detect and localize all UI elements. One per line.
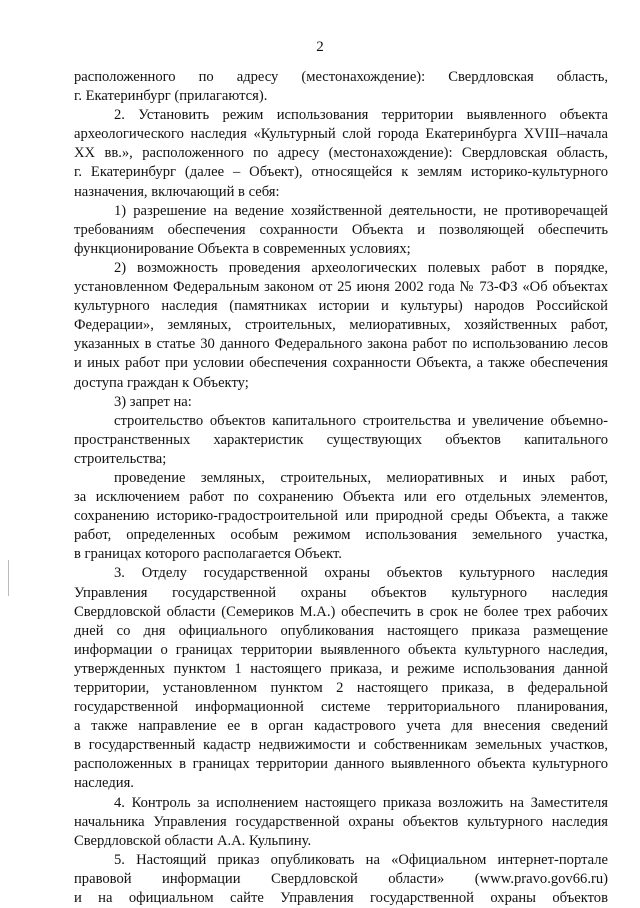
text-line: сохранению историко-градостроительной или природной среды Объекта, а также bbox=[74, 508, 608, 525]
text-line: требованиям обеспечения сохранности Объекта и позволяющей обеспечить bbox=[74, 221, 608, 238]
text-line: дней со дня официального опубликования настоящего приказа размещение bbox=[74, 622, 608, 639]
text-line: в границах которого располагается Объект. bbox=[74, 546, 342, 563]
text-line: утвержденных пунктом 1 настоящего приказа, и режиме использования данной bbox=[74, 660, 608, 677]
text-line: культурного наследия (памятниках истории и культуры) народов Российской bbox=[74, 298, 608, 315]
text-line: информации о границах территории выявленного объекта культурного наследия, bbox=[74, 641, 608, 658]
text-line: 2. Установить режим использования территории выявленного объекта bbox=[114, 107, 608, 124]
text-line: доступа граждан к Объекту; bbox=[74, 374, 249, 391]
text-line: 4. Контроль за исполнением настоящего приказа возложить на Заместителя bbox=[114, 794, 608, 811]
text-line: Свердловской области А.А. Кульпину. bbox=[74, 832, 312, 849]
text-line: работ, определенных особым режимом использования земельного участка, bbox=[74, 527, 608, 544]
text-line: территории, установленном пунктом 2 настоящего приказа, в федеральной bbox=[74, 680, 608, 696]
text-line: начальника Управления государственной охраны объектов культурного наследия bbox=[74, 813, 608, 830]
text-line: за исключением работ по сохранению Объекта или его отдельных элементов, bbox=[74, 489, 608, 506]
scan-margin-mark bbox=[8, 560, 9, 596]
text-line: назначения, включающий в себя: bbox=[74, 183, 280, 200]
text-line: 2) возможность проведения археологических полевых работ в порядке, bbox=[114, 259, 608, 276]
document-body bbox=[74, 68, 608, 908]
text-line: 3. Отделу государственной охраны объектов культурного наследия bbox=[114, 565, 608, 582]
text-line: строительство объектов капитального строительства и увеличение объемно- bbox=[114, 412, 608, 429]
text-line: расположенных в границах территории данного выявленного объекта культурного bbox=[74, 756, 608, 773]
text-line: правовой информации Свердловской области» (www.pravo.gov66.ru) bbox=[74, 870, 608, 887]
text-line: а также направление ее в орган кадастрового учета для внесения сведений bbox=[74, 718, 608, 735]
text-line: Федерации», земляных, строительных, мелиоративных, хозяйственных работ, bbox=[74, 317, 608, 334]
page-number: 2 bbox=[316, 39, 324, 55]
text-line: 5. Настоящий приказ опубликовать на «Официальном интернет-портале bbox=[114, 851, 608, 868]
text-line: Свердловской области (Семериков М.А.) обеспечить в срок не более трех рабочих bbox=[74, 603, 608, 620]
text-line: г. Екатеринбург (прилагаются). bbox=[74, 88, 268, 105]
text-line: XX вв.», расположенного по адресу (местонахождение): Свердловская область, bbox=[74, 145, 608, 162]
text-line: пространственных характеристик существующих объектов капитального bbox=[74, 431, 608, 448]
text-line: государственной информационной системе территориального планирования, bbox=[74, 699, 608, 716]
text-line: функционирование Объекта в современных условиях; bbox=[74, 240, 411, 257]
text-line: Управления государственной охраны объектов культурного наследия bbox=[74, 584, 608, 601]
text-line: археологического наследия «Культурный слой города Екатеринбурга XVIII–начала bbox=[74, 126, 608, 143]
text-line: и иных работ при условии обеспечения сохранности Объекта, а также обеспечения bbox=[74, 355, 608, 372]
text-line: строительства; bbox=[74, 450, 167, 467]
text-line: 1) разрешение на ведение хозяйственной деятельности, не противоречащей bbox=[114, 202, 608, 219]
text-line: г. Екатеринбург (далее – Объект), относящейся к землям историко-культурного bbox=[74, 164, 608, 181]
text-line: указанных в статье 30 данного Федерального закона работ по использованию лесов bbox=[74, 336, 608, 353]
text-line: в государственный кадастр недвижимости и собственникам земельных участков, bbox=[74, 737, 608, 754]
text-line: проведение земляных, строительных, мелиоративных и иных работ, bbox=[114, 469, 608, 486]
text-line: установленном Федеральным законом от 25 июня 2002 года № 73-ФЗ «Об объектах bbox=[74, 279, 608, 296]
text-line: наследия. bbox=[74, 775, 134, 792]
text-line: и на официальном сайте Управления государственной охраны объектов bbox=[74, 890, 608, 907]
text-line: расположенного по адресу (местонахождение): Свердловская область, bbox=[74, 69, 608, 85]
text-line: 3) запрет на: bbox=[114, 393, 192, 410]
